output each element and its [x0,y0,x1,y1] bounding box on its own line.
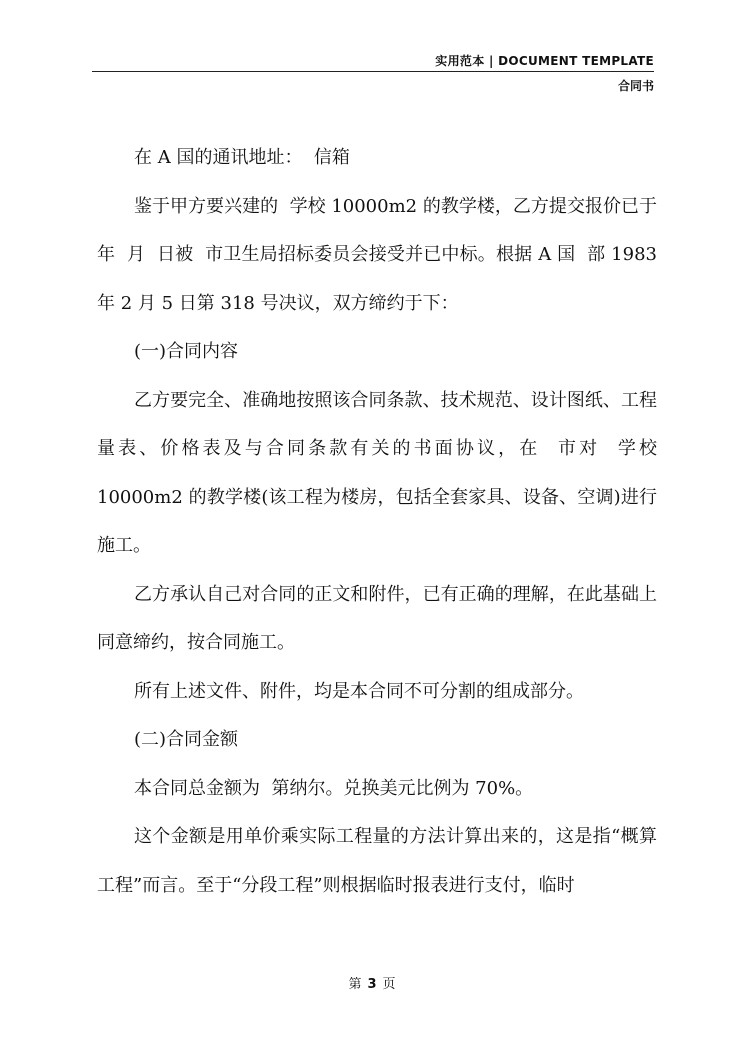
page-number: 3 [367,977,377,992]
paragraph-calculation: 这个金额是用单价乘实际工程量的方法计算出来的，这是指“概算工程”而言。至于“分段工程”则根据临时报表进行支付，临时 [97,826,657,896]
section-heading-contract-content: (一)合同内容 [134,341,239,362]
section-heading-contract-amount: (二)合同金额 [134,729,239,750]
document-body [97,134,663,910]
paragraph-integral-parts: 所有上述文件、附件，均是本合同不可分割的组成部分。 [134,680,584,702]
page-footer [0,973,744,992]
paragraph-preamble: 鉴于甲方要兴建的 学校 10000m2 的教学楼，乙方提交报价已于年 月 日被 市卫生局招标委员会接受并已中标。根据 A 国 部 1983 年 2 月 5 日第 318 号决议，双方缔约于下： [97,195,663,314]
header-divider [92,71,654,72]
page-label-prefix: 第 [348,977,362,992]
header-subtitle: 合同书 [617,79,654,93]
paragraph-address: 在 A 国的通讯地址： 信箱 [134,147,350,168]
page-label-suffix: 页 [382,977,396,992]
header-brand: 实用范本 | DOCUMENT TEMPLATE [435,54,654,68]
paragraph-scope: 乙方要完全、准确地按照该合同条款、技术规范、设计图纸、工程量表、价格表及与合同条款有关的书面协议，在 市对 学校 10000m2 的教学楼(该工程为楼房，包括全套家具、设备、空调)进行施工。 [97,389,663,556]
paragraph-acknowledgement: 乙方承认自己对合同的正文和附件，已有正确的理解，在此基础上同意缔约，按合同施工。 [97,583,657,653]
paragraph-total-amount: 本合同总金额为 第纳尔。兑换美元比例为 70%。 [134,777,534,799]
